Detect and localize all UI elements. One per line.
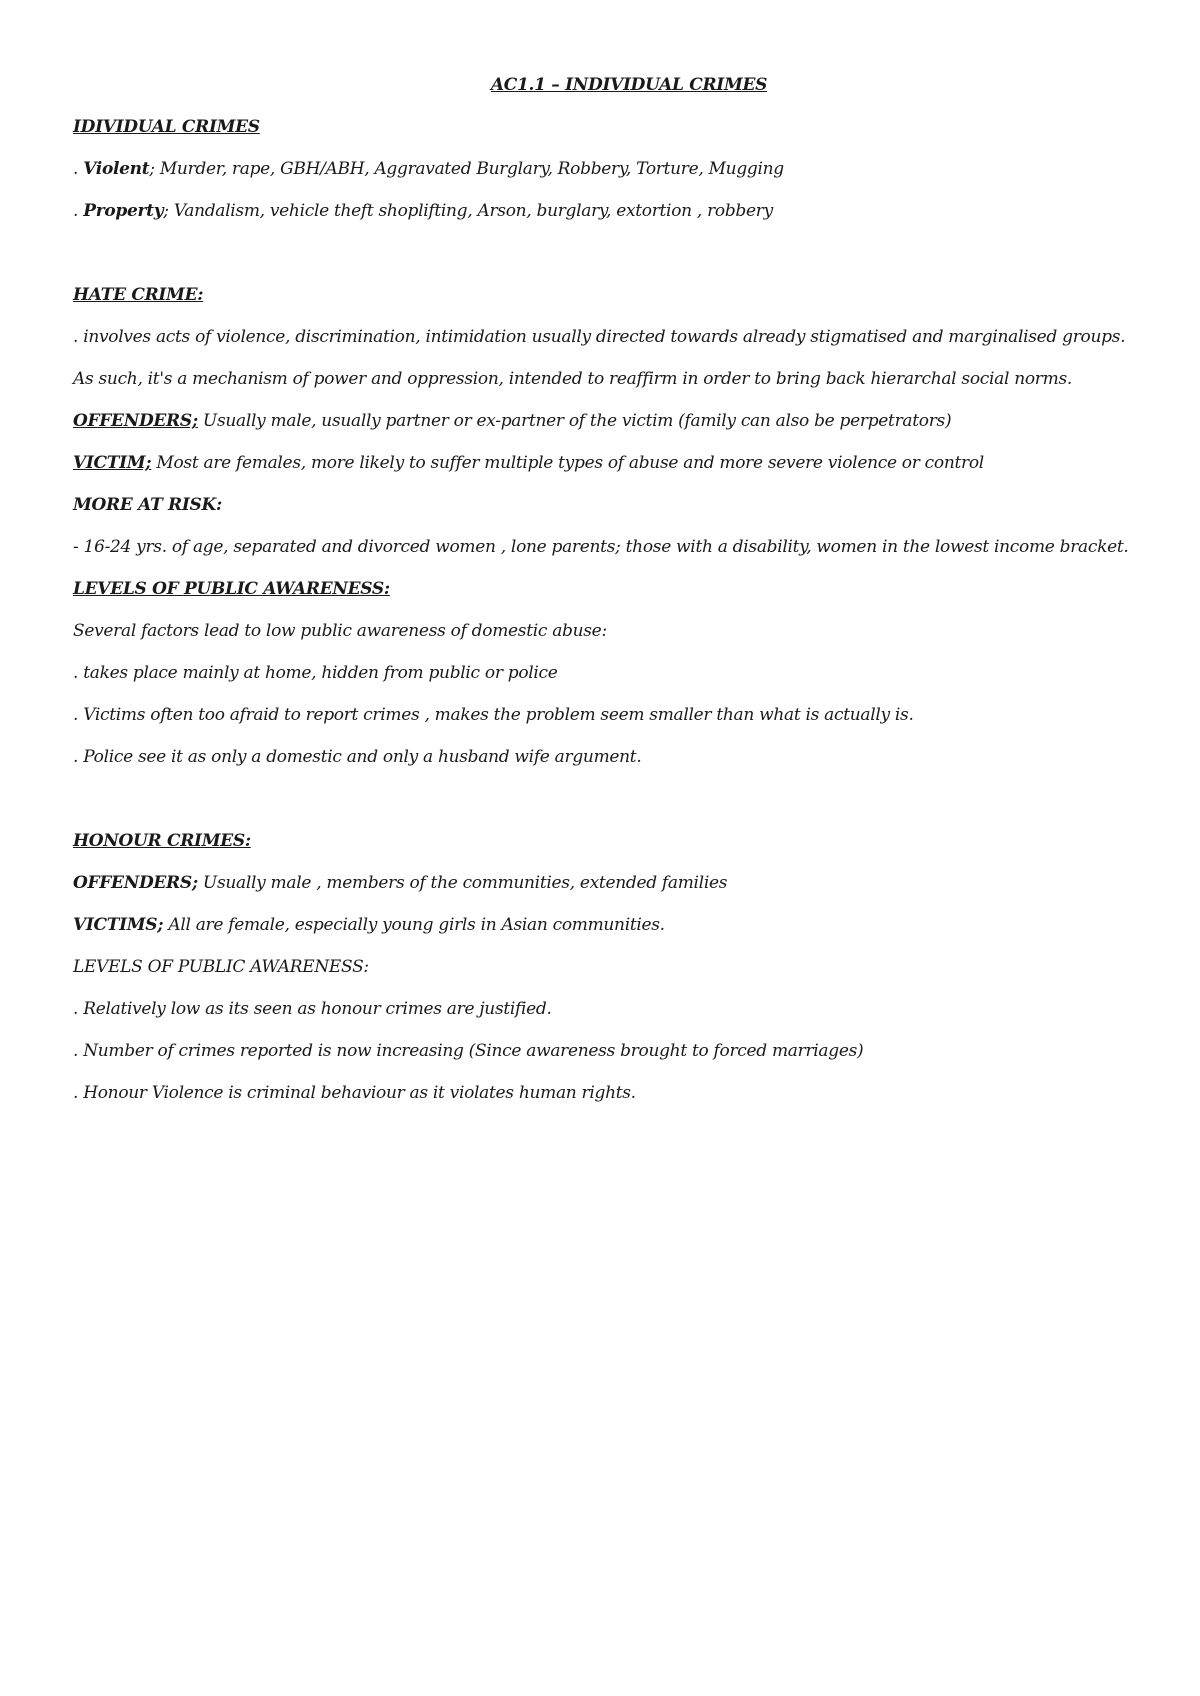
violent-term: Violent [83, 159, 150, 179]
victim-term: VICTIM; [73, 453, 152, 473]
spacer [73, 786, 1133, 828]
violent-crimes-line [73, 156, 1133, 198]
honour-awareness-point-3: . Honour Violence is criminal behaviour as it violates human rights. [73, 1083, 636, 1103]
honour-crimes-heading: HONOUR CRIMES: [73, 831, 251, 851]
honour-awareness-point-1: . Relatively low as its seen as honour crimes are justified. [73, 999, 552, 1019]
hate-victim-line [73, 450, 1133, 492]
individual-crimes-heading: IDIVIDUAL CRIMES [73, 117, 260, 137]
hate-awareness-heading: LEVELS OF PUBLIC AWARENESS: [73, 579, 390, 599]
hate-crime-heading: HATE CRIME: [73, 285, 204, 305]
offenders-text: Usually male, usually partner or ex-partner of the victim (family can also be perpetrators) [197, 411, 952, 431]
offenders-term: OFFENDERS; [73, 411, 198, 431]
offenders-term: OFFENDERS; [73, 873, 198, 893]
hate-awareness-intro: Several factors lead to low public awareness of domestic abuse: [73, 621, 607, 641]
more-at-risk-heading: MORE AT RISK: [73, 495, 222, 515]
risk-groups-line: - 16-24 yrs. of age, separated and divorced women , lone parents; those with a disability, women in the lowest income bracket. [73, 537, 1129, 557]
violent-list: ; Murder, rape, GBH/ABH, Aggravated Burglary, Robbery, Torture, Mugging [149, 159, 784, 179]
hate-offenders-line [73, 408, 1133, 450]
bullet-prefix: . [73, 159, 84, 179]
hate-awareness-point-1: . takes place mainly at home, hidden from public or police [73, 663, 558, 683]
offenders-text: Usually male , members of the communities, extended families [197, 873, 728, 893]
honour-awareness-heading: LEVELS OF PUBLIC AWARENESS: [73, 957, 369, 977]
property-term: Property [83, 201, 164, 221]
honour-victims-line [73, 912, 1133, 954]
bullet-prefix: . [73, 201, 84, 221]
victims-text: All are female, especially young girls in Asian communities. [163, 915, 665, 935]
document-title: AC1.1 – INDIVIDUAL CRIMES [490, 75, 768, 95]
document-body [73, 72, 1133, 1122]
honour-offenders-line [73, 870, 1133, 912]
honour-awareness-point-2: . Number of crimes reported is now increasing (Since awareness brought to forced marriages) [73, 1041, 864, 1061]
victims-term: VICTIMS; [73, 915, 164, 935]
hate-awareness-point-2: . Victims often too afraid to report crimes , makes the problem seem smaller than what is actually is. [73, 705, 914, 725]
property-crimes-line [73, 198, 1133, 240]
hate-awareness-point-3: . Police see it as only a domestic and only a husband wife argument. [73, 747, 642, 767]
property-list: ; Vandalism, vehicle theft shoplifting, Arson, burglary, extortion , robbery [163, 201, 773, 221]
hate-crime-description: . involves acts of violence, discrimination, intimidation usually directed towards already stigmatised and marginalised groups. [73, 327, 1126, 347]
spacer [73, 240, 1133, 282]
hate-crime-description-2: As such, it's a mechanism of power and oppression, intended to reaffirm in order to bring back hierarchal social norms. [73, 369, 1072, 389]
victim-text: Most are females, more likely to suffer multiple types of abuse and more severe violence or control [151, 453, 984, 473]
